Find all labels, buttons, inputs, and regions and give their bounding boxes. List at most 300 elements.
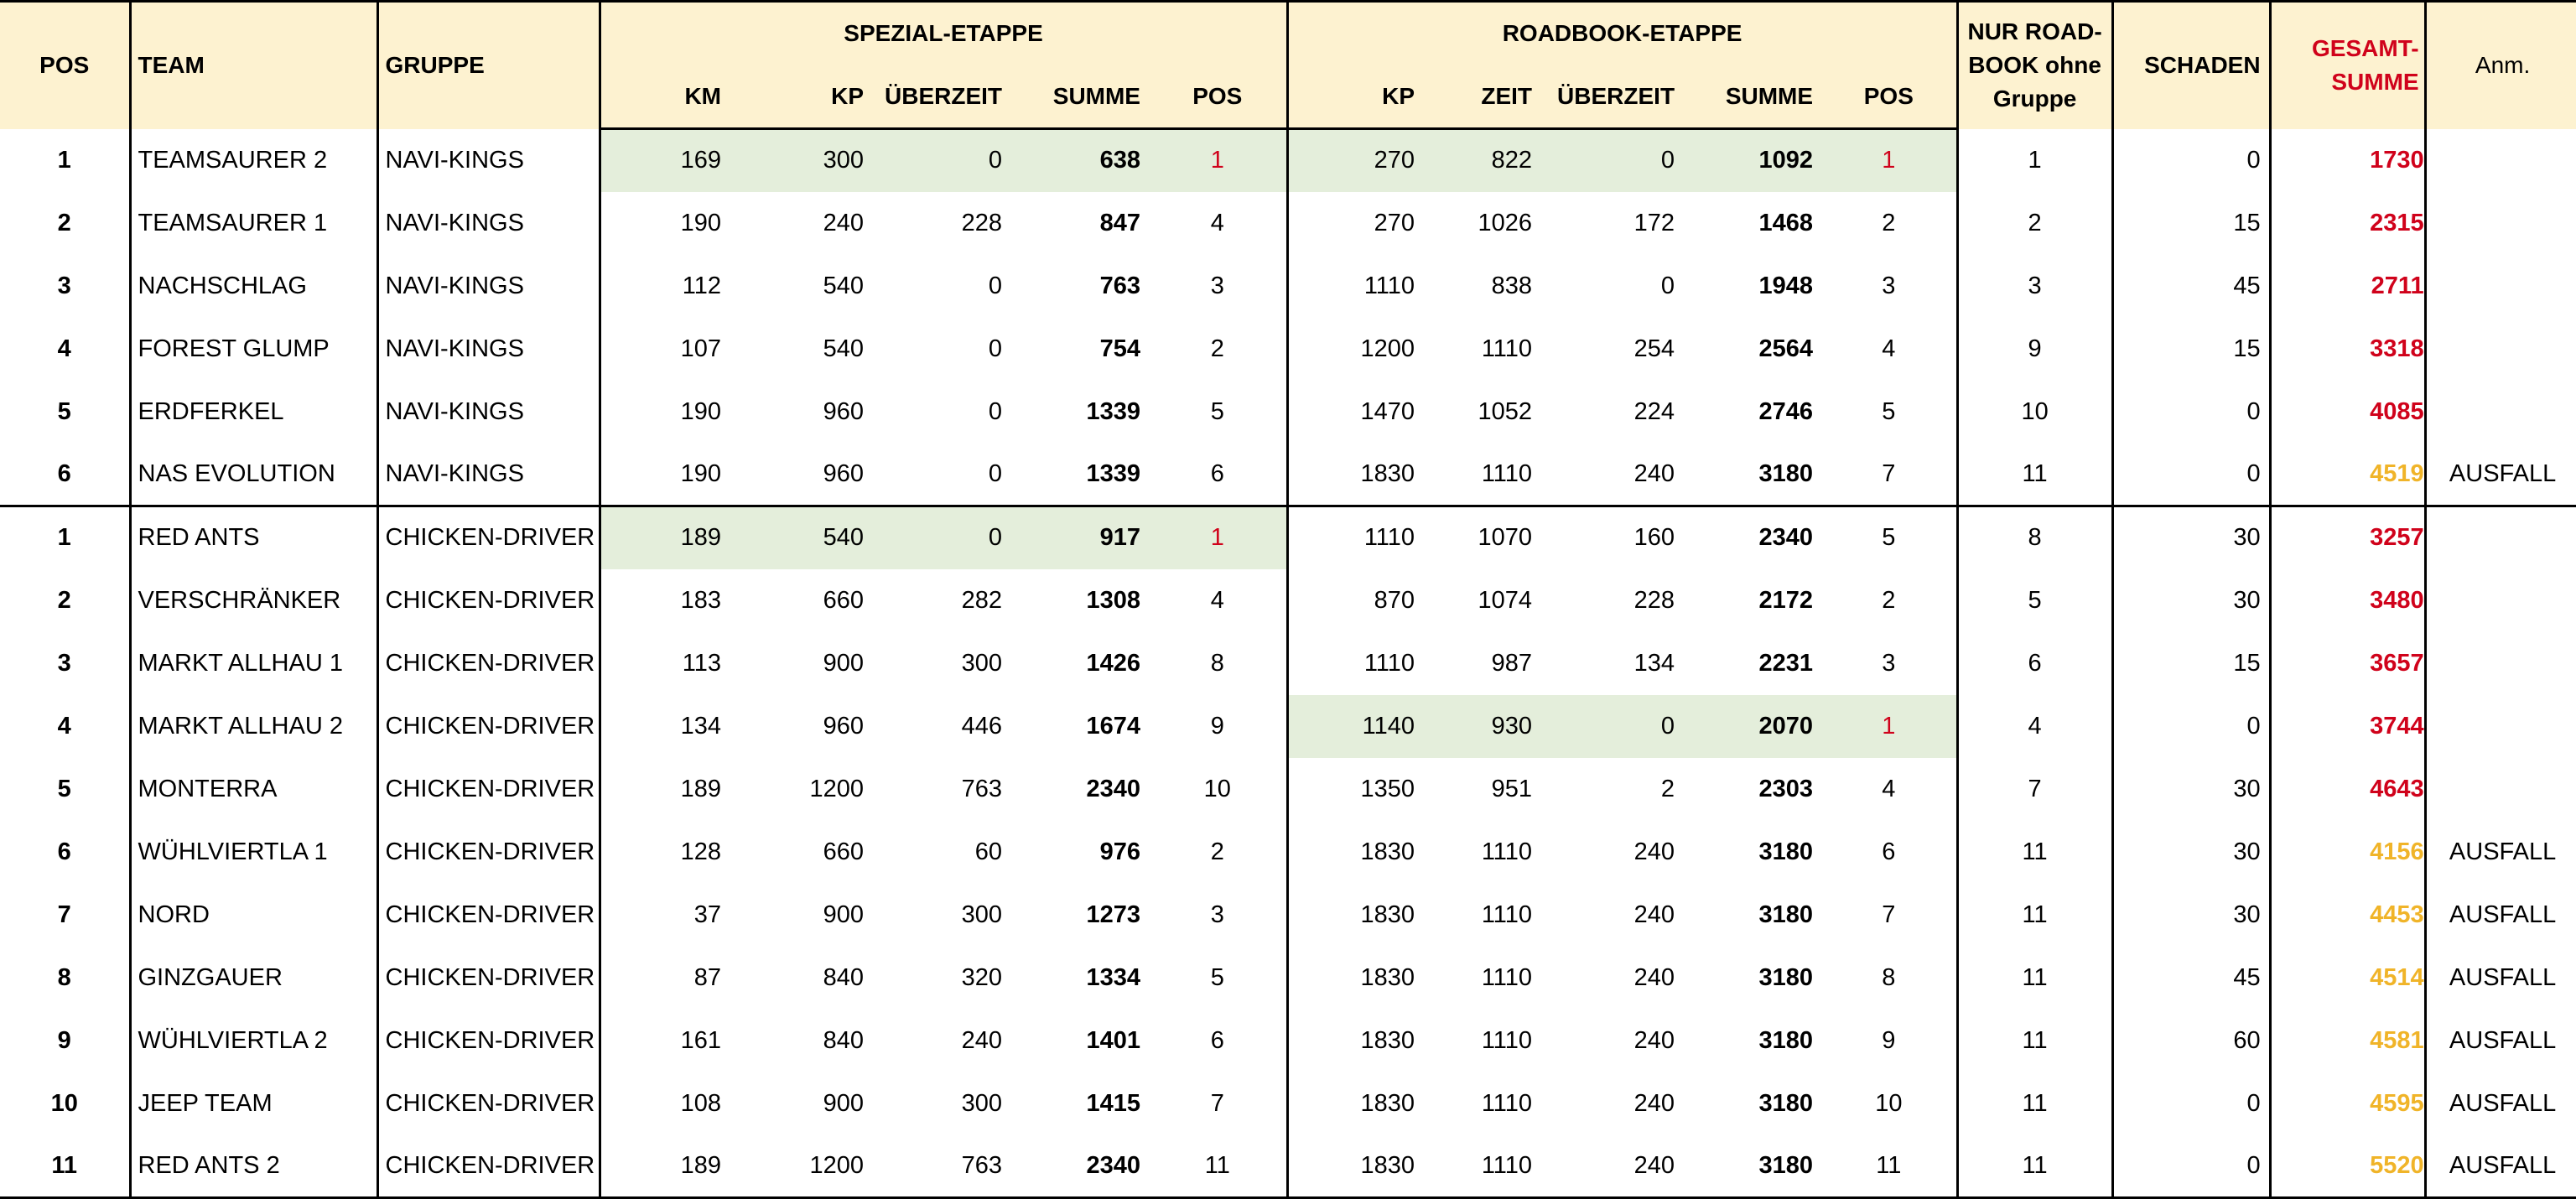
cell-rb-kp: 1200 xyxy=(1287,318,1423,381)
cell-rb-zeit: 1110 xyxy=(1481,901,1533,928)
cell-sp-ueberzeit: 228 xyxy=(961,209,1002,236)
cell-sp-kp: 240 xyxy=(823,209,864,236)
cell-rb-zeit: 1110 xyxy=(1481,1026,1533,1054)
cell-sp-ueberzeit: 763 xyxy=(872,1135,1010,1198)
cell-rb-ueberzeit: 240 xyxy=(1633,459,1675,487)
cell-rb-kp: 1830 xyxy=(1287,884,1423,947)
cell-schaden: 30 xyxy=(2112,506,2270,569)
cell-rb-pos: 6 xyxy=(1882,838,1896,865)
cell-sp-summe: 1426 xyxy=(1086,649,1140,677)
cell-gesamt-summe: 3318 xyxy=(2270,318,2425,381)
cell-rb-pos: 7 xyxy=(1882,901,1896,928)
cell-rb-ueberzeit: 134 xyxy=(1633,649,1675,677)
header-schaden: SCHADEN xyxy=(2112,2,2270,129)
header-gesamt-line1: GESAMT- xyxy=(2312,35,2419,62)
cell-gesamt-summe: 4085 xyxy=(2270,381,2425,444)
cell-anm xyxy=(2425,758,2576,821)
cell-rb-zeit: 930 xyxy=(1423,695,1540,758)
cell-sp-kp: 900 xyxy=(823,1089,864,1117)
cell-rb-zeit: 1110 xyxy=(1481,1089,1533,1117)
cell-rb-kp: 1350 xyxy=(1287,758,1423,821)
cell-sp-summe: 763 xyxy=(1099,272,1140,299)
cell-team: TEAMSAURER 1 xyxy=(130,192,377,255)
cell-sp-summe: 976 xyxy=(1099,838,1140,865)
cell-team: NORD xyxy=(130,884,377,947)
table-row xyxy=(0,318,2576,381)
cell-gesamt-summe: 3657 xyxy=(2270,632,2425,695)
cell-sp-ueberzeit: 300 xyxy=(961,901,1002,928)
cell-rb-pos: 10 xyxy=(1875,1089,1903,1117)
cell-schaden: 30 xyxy=(2112,758,2270,821)
cell-sp-km: 183 xyxy=(600,569,730,632)
cell-sp-kp: 960 xyxy=(823,397,864,425)
cell-nur-roadbook: 6 xyxy=(1957,632,2112,695)
cell-pos: 4 xyxy=(57,335,71,362)
cell-sp-ueberzeit: 0 xyxy=(988,272,1002,299)
cell-sp-summe: 754 xyxy=(1099,335,1140,362)
table-row xyxy=(0,129,2576,192)
cell-sp-ueberzeit: 0 xyxy=(988,335,1002,362)
header-roadbook-etappe: ROADBOOK-ETAPPE xyxy=(1287,2,1957,65)
cell-rb-kp: 1830 xyxy=(1287,1010,1423,1072)
cell-sp-summe: 638 xyxy=(1010,129,1149,192)
table-row xyxy=(0,569,2576,632)
cell-rb-pos: 1 xyxy=(1821,129,1957,192)
header-sp-kp: KP xyxy=(730,65,872,129)
cell-gesamt-summe: 2315 xyxy=(2270,192,2425,255)
cell-sp-ueberzeit: 446 xyxy=(961,712,1002,740)
cell-rb-kp: 270 xyxy=(1287,192,1423,255)
cell-team: FOREST GLUMP xyxy=(130,318,377,381)
cell-pos: 5 xyxy=(57,397,71,425)
cell-rb-kp: 1830 xyxy=(1287,444,1423,506)
cell-rb-ueberzeit: 0 xyxy=(1660,272,1675,299)
cell-gesamt-summe: 3480 xyxy=(2270,569,2425,632)
table-row xyxy=(0,255,2576,318)
cell-rb-zeit: 1110 xyxy=(1481,838,1533,865)
cell-schaden: 0 xyxy=(2112,129,2270,192)
cell-rb-pos: 5 xyxy=(1821,506,1957,569)
table-row xyxy=(0,1010,2576,1072)
cell-rb-zeit: 951 xyxy=(1491,775,1533,802)
cell-anm: AUSFALL xyxy=(2425,444,2576,506)
cell-rb-summe: 2231 xyxy=(1758,649,1814,677)
cell-pos: 1 xyxy=(57,146,71,174)
cell-gruppe: NAVI-KINGS xyxy=(377,192,600,255)
cell-sp-pos: 4 xyxy=(1210,209,1224,236)
cell-rb-ueberzeit: 228 xyxy=(1633,586,1675,614)
cell-rb-kp: 1110 xyxy=(1287,632,1423,695)
cell-anm: AUSFALL xyxy=(2425,947,2576,1010)
cell-team: NAS EVOLUTION xyxy=(130,444,377,506)
cell-sp-pos: 5 xyxy=(1210,397,1224,425)
cell-sp-km: 161 xyxy=(600,1010,730,1072)
cell-pos: 3 xyxy=(57,649,71,677)
cell-sp-km: 189 xyxy=(600,758,730,821)
cell-anm xyxy=(2425,506,2576,569)
cell-rb-summe: 3180 xyxy=(1758,459,1814,487)
table-row xyxy=(0,192,2576,255)
cell-nur-roadbook: 11 xyxy=(1957,444,2112,506)
cell-gruppe: CHICKEN-DRIVER xyxy=(377,569,600,632)
cell-pos: 3 xyxy=(57,272,71,299)
header-gesamt-line2: SUMME xyxy=(2331,69,2419,96)
cell-schaden: 15 xyxy=(2112,192,2270,255)
cell-team: WÜHLVIERTLA 2 xyxy=(130,1010,377,1072)
cell-gruppe: CHICKEN-DRIVER xyxy=(377,884,600,947)
cell-gesamt-summe: 4514 xyxy=(2270,947,2425,1010)
cell-sp-pos: 2 xyxy=(1210,335,1224,362)
cell-rb-ueberzeit: 0 xyxy=(1540,129,1683,192)
cell-sp-kp: 840 xyxy=(823,963,864,991)
cell-sp-kp: 540 xyxy=(730,506,872,569)
cell-sp-ueberzeit: 300 xyxy=(961,649,1002,677)
cell-rb-zeit: 1074 xyxy=(1478,586,1533,614)
cell-anm: AUSFALL xyxy=(2425,1072,2576,1135)
cell-sp-ueberzeit: 0 xyxy=(988,459,1002,487)
cell-rb-summe: 2746 xyxy=(1758,397,1814,425)
table-row xyxy=(0,381,2576,444)
cell-anm xyxy=(2425,318,2576,381)
cell-pos: 7 xyxy=(57,901,71,928)
cell-team: WÜHLVIERTLA 1 xyxy=(130,821,377,884)
cell-sp-km: 190 xyxy=(600,444,730,506)
cell-nur-roadbook: 10 xyxy=(1957,381,2112,444)
cell-gesamt-summe: 4581 xyxy=(2270,1010,2425,1072)
cell-sp-kp: 660 xyxy=(823,838,864,865)
cell-rb-zeit: 987 xyxy=(1491,649,1533,677)
table-row xyxy=(0,444,2576,506)
cell-schaden: 15 xyxy=(2112,318,2270,381)
cell-gruppe: NAVI-KINGS xyxy=(377,129,600,192)
cell-sp-pos: 9 xyxy=(1210,712,1224,740)
cell-sp-km: 190 xyxy=(600,381,730,444)
cell-rb-pos: 2 xyxy=(1882,586,1896,614)
cell-rb-zeit: 1110 xyxy=(1423,1135,1540,1198)
cell-sp-summe: 1415 xyxy=(1086,1089,1140,1117)
cell-sp-km: 87 xyxy=(600,947,730,1010)
cell-anm: AUSFALL xyxy=(2425,1135,2576,1198)
cell-anm: AUSFALL xyxy=(2425,884,2576,947)
cell-team: RED ANTS 2 xyxy=(130,1135,377,1198)
cell-sp-kp: 660 xyxy=(823,586,864,614)
cell-schaden: 45 xyxy=(2112,947,2270,1010)
cell-nur-roadbook: 1 xyxy=(1957,129,2112,192)
cell-anm xyxy=(2425,255,2576,318)
cell-rb-kp: 1110 xyxy=(1287,255,1423,318)
cell-sp-pos: 6 xyxy=(1210,1026,1224,1054)
header-rb-kp: KP xyxy=(1287,65,1423,129)
table-row xyxy=(0,1072,2576,1135)
cell-team: JEEP TEAM xyxy=(130,1072,377,1135)
cell-anm: AUSFALL xyxy=(2425,821,2576,884)
cell-pos: 2 xyxy=(57,586,71,614)
cell-pos: 4 xyxy=(57,712,71,740)
cell-gesamt-summe: 4595 xyxy=(2270,1072,2425,1135)
cell-rb-pos: 3 xyxy=(1882,649,1896,677)
cell-rb-summe: 2303 xyxy=(1758,775,1814,802)
cell-sp-km: 169 xyxy=(600,129,730,192)
cell-rb-summe: 3180 xyxy=(1758,901,1814,928)
cell-sp-pos: 10 xyxy=(1203,775,1231,802)
cell-rb-summe: 3180 xyxy=(1758,1026,1814,1054)
cell-rb-zeit: 1070 xyxy=(1423,506,1540,569)
cell-anm xyxy=(2425,569,2576,632)
cell-sp-pos: 1 xyxy=(1149,506,1287,569)
cell-schaden: 45 xyxy=(2112,255,2270,318)
cell-schaden: 0 xyxy=(2112,444,2270,506)
cell-rb-summe: 1092 xyxy=(1683,129,1821,192)
cell-sp-ueberzeit: 0 xyxy=(988,397,1002,425)
cell-rb-summe: 1468 xyxy=(1758,209,1814,236)
cell-rb-summe: 2340 xyxy=(1683,506,1821,569)
header-sp-summe: SUMME xyxy=(1010,65,1149,129)
cell-rb-pos: 11 xyxy=(1821,1135,1957,1198)
cell-rb-pos: 5 xyxy=(1882,397,1896,425)
cell-rb-ueberzeit: 240 xyxy=(1633,1089,1675,1117)
cell-anm xyxy=(2425,632,2576,695)
cell-rb-summe: 1948 xyxy=(1758,272,1814,299)
cell-sp-summe: 1339 xyxy=(1086,459,1140,487)
cell-sp-ueberzeit: 282 xyxy=(961,586,1002,614)
cell-sp-km: 107 xyxy=(600,318,730,381)
cell-team: MARKT ALLHAU 1 xyxy=(130,632,377,695)
cell-gruppe: CHICKEN-DRIVER xyxy=(377,506,600,569)
cell-pos: 1 xyxy=(0,506,130,569)
cell-sp-ueberzeit: 0 xyxy=(872,506,1010,569)
cell-gruppe: NAVI-KINGS xyxy=(377,318,600,381)
cell-pos: 11 xyxy=(0,1135,130,1198)
cell-rb-kp: 1830 xyxy=(1287,1072,1423,1135)
cell-rb-pos: 7 xyxy=(1882,459,1896,487)
header-gesamt-summe xyxy=(2270,2,2425,129)
cell-rb-summe: 2070 xyxy=(1683,695,1821,758)
cell-team: TEAMSAURER 2 xyxy=(130,129,377,192)
cell-rb-zeit: 1026 xyxy=(1478,209,1533,236)
cell-sp-km: 190 xyxy=(600,192,730,255)
cell-team: NACHSCHLAG xyxy=(130,255,377,318)
cell-sp-ueberzeit: 240 xyxy=(961,1026,1002,1054)
cell-nur-roadbook: 11 xyxy=(1957,821,2112,884)
cell-rb-kp: 1140 xyxy=(1287,695,1423,758)
cell-rb-zeit: 822 xyxy=(1423,129,1540,192)
cell-nur-roadbook: 9 xyxy=(1957,318,2112,381)
cell-team: ERDFERKEL xyxy=(130,381,377,444)
cell-rb-ueberzeit: 240 xyxy=(1633,1026,1675,1054)
cell-sp-km: 134 xyxy=(600,695,730,758)
cell-nur-roadbook: 2 xyxy=(1957,192,2112,255)
cell-rb-pos: 2 xyxy=(1882,209,1896,236)
cell-gesamt-summe: 3257 xyxy=(2270,506,2425,569)
cell-rb-summe: 3180 xyxy=(1683,1135,1821,1198)
cell-gesamt-summe: 4643 xyxy=(2270,758,2425,821)
cell-schaden: 0 xyxy=(2112,1072,2270,1135)
cell-team: RED ANTS xyxy=(130,506,377,569)
cell-sp-kp: 1200 xyxy=(730,1135,872,1198)
cell-rb-kp: 1830 xyxy=(1287,821,1423,884)
cell-rb-pos: 4 xyxy=(1882,775,1896,802)
cell-rb-ueberzeit: 172 xyxy=(1633,209,1675,236)
cell-sp-pos: 6 xyxy=(1210,459,1224,487)
cell-sp-ueberzeit: 763 xyxy=(961,775,1002,802)
header-rb-summe: SUMME xyxy=(1683,65,1821,129)
cell-rb-ueberzeit: 254 xyxy=(1633,335,1675,362)
cell-rb-summe: 3180 xyxy=(1758,1089,1814,1117)
cell-sp-pos: 4 xyxy=(1210,586,1224,614)
cell-rb-ueberzeit: 160 xyxy=(1540,506,1683,569)
header-nur-roadbook-line3: Gruppe xyxy=(1992,86,2077,112)
cell-schaden: 60 xyxy=(2112,1010,2270,1072)
cell-rb-ueberzeit: 240 xyxy=(1633,901,1675,928)
cell-sp-km: 37 xyxy=(600,884,730,947)
cell-rb-ueberzeit: 240 xyxy=(1633,838,1675,865)
cell-nur-roadbook: 5 xyxy=(1957,569,2112,632)
cell-sp-summe: 1308 xyxy=(1086,586,1140,614)
cell-schaden: 0 xyxy=(2112,1135,2270,1198)
cell-rb-zeit: 1110 xyxy=(1481,963,1533,991)
cell-rb-summe: 3180 xyxy=(1758,838,1814,865)
cell-sp-km: 128 xyxy=(600,821,730,884)
cell-team: MONTERRA xyxy=(130,758,377,821)
cell-sp-kp: 840 xyxy=(823,1026,864,1054)
cell-gesamt-summe: 4519 xyxy=(2270,444,2425,506)
cell-nur-roadbook: 11 xyxy=(1957,947,2112,1010)
cell-gesamt-summe: 1730 xyxy=(2270,129,2425,192)
cell-sp-kp: 540 xyxy=(823,272,864,299)
cell-sp-summe: 2340 xyxy=(1010,1135,1149,1198)
cell-pos: 2 xyxy=(57,209,71,236)
header-rb-zeit: ZEIT xyxy=(1423,65,1540,129)
cell-pos: 5 xyxy=(57,775,71,802)
header-nur-roadbook-line1: NUR ROAD- xyxy=(1967,18,2102,45)
cell-rb-zeit: 1052 xyxy=(1478,397,1533,425)
cell-sp-km: 112 xyxy=(600,255,730,318)
cell-pos: 6 xyxy=(57,838,71,865)
cell-gruppe: NAVI-KINGS xyxy=(377,444,600,506)
table-row xyxy=(0,758,2576,821)
header-nur-roadbook-line2: BOOK ohne xyxy=(1968,52,2101,79)
header-pos: POS xyxy=(0,2,130,129)
cell-gesamt-summe: 3744 xyxy=(2270,695,2425,758)
cell-nur-roadbook: 11 xyxy=(1957,1135,2112,1198)
cell-rb-pos: 8 xyxy=(1882,963,1896,991)
cell-nur-roadbook: 3 xyxy=(1957,255,2112,318)
cell-gruppe: CHICKEN-DRIVER xyxy=(377,632,600,695)
cell-gesamt-summe: 5520 xyxy=(2270,1135,2425,1198)
cell-pos: 10 xyxy=(50,1089,78,1117)
cell-sp-kp: 960 xyxy=(823,459,864,487)
table-row xyxy=(0,821,2576,884)
cell-gesamt-summe: 4453 xyxy=(2270,884,2425,947)
cell-rb-pos: 1 xyxy=(1821,695,1957,758)
header-anm: Anm. xyxy=(2425,2,2576,129)
cell-rb-zeit: 838 xyxy=(1491,272,1533,299)
cell-sp-summe: 1273 xyxy=(1086,901,1140,928)
cell-rb-kp: 1830 xyxy=(1287,1135,1423,1198)
header-rb-pos: POS xyxy=(1821,65,1957,129)
cell-rb-ueberzeit: 2 xyxy=(1660,775,1675,802)
cell-sp-summe: 2340 xyxy=(1086,775,1140,802)
cell-sp-pos: 1 xyxy=(1149,129,1287,192)
cell-schaden: 30 xyxy=(2112,569,2270,632)
table-row xyxy=(0,884,2576,947)
cell-sp-km: 189 xyxy=(600,1135,730,1198)
cell-sp-kp: 540 xyxy=(823,335,864,362)
cell-rb-zeit: 1110 xyxy=(1481,335,1533,362)
cell-gruppe: NAVI-KINGS xyxy=(377,255,600,318)
cell-schaden: 0 xyxy=(2112,695,2270,758)
cell-anm xyxy=(2425,695,2576,758)
cell-sp-ueberzeit: 0 xyxy=(872,129,1010,192)
cell-sp-summe: 1339 xyxy=(1086,397,1140,425)
table-row xyxy=(0,632,2576,695)
cell-schaden: 30 xyxy=(2112,884,2270,947)
cell-rb-pos: 4 xyxy=(1882,335,1896,362)
cell-pos: 6 xyxy=(57,459,71,487)
cell-sp-kp: 1200 xyxy=(809,775,864,802)
cell-nur-roadbook: 11 xyxy=(1957,1010,2112,1072)
cell-pos: 8 xyxy=(57,963,71,991)
cell-nur-roadbook: 11 xyxy=(1957,884,2112,947)
header-sp-km: KM xyxy=(600,65,730,129)
cell-sp-km: 113 xyxy=(600,632,730,695)
cell-gruppe: CHICKEN-DRIVER xyxy=(377,758,600,821)
cell-sp-pos: 3 xyxy=(1210,272,1224,299)
header-sp-ueberzeit: ÜBERZEIT xyxy=(872,65,1010,129)
cell-rb-summe: 3180 xyxy=(1758,963,1814,991)
cell-nur-roadbook: 7 xyxy=(1957,758,2112,821)
cell-sp-pos: 11 xyxy=(1149,1135,1287,1198)
cell-gesamt-summe: 4156 xyxy=(2270,821,2425,884)
cell-sp-summe: 917 xyxy=(1010,506,1149,569)
cell-rb-pos: 9 xyxy=(1882,1026,1896,1054)
cell-gruppe: NAVI-KINGS xyxy=(377,381,600,444)
cell-team: VERSCHRÄNKER xyxy=(130,569,377,632)
cell-anm xyxy=(2425,381,2576,444)
results-body xyxy=(0,129,2576,1198)
cell-rb-ueberzeit: 0 xyxy=(1540,695,1683,758)
cell-sp-kp: 900 xyxy=(823,649,864,677)
cell-rb-ueberzeit: 240 xyxy=(1633,963,1675,991)
cell-rb-ueberzeit: 240 xyxy=(1540,1135,1683,1198)
cell-gesamt-summe: 2711 xyxy=(2270,255,2425,318)
cell-gruppe: CHICKEN-DRIVER xyxy=(377,821,600,884)
cell-sp-pos: 5 xyxy=(1210,963,1224,991)
cell-sp-ueberzeit: 300 xyxy=(961,1089,1002,1117)
cell-sp-kp: 900 xyxy=(823,901,864,928)
cell-gruppe: CHICKEN-DRIVER xyxy=(377,1010,600,1072)
header-nur-roadbook xyxy=(1957,2,2112,129)
cell-team: MARKT ALLHAU 2 xyxy=(130,695,377,758)
cell-rb-kp: 870 xyxy=(1287,569,1423,632)
cell-anm xyxy=(2425,192,2576,255)
cell-sp-kp: 960 xyxy=(823,712,864,740)
cell-nur-roadbook: 4 xyxy=(1957,695,2112,758)
table-row xyxy=(0,1135,2576,1198)
cell-rb-ueberzeit: 224 xyxy=(1633,397,1675,425)
cell-sp-pos: 3 xyxy=(1210,901,1224,928)
cell-sp-kp: 300 xyxy=(730,129,872,192)
cell-sp-summe: 847 xyxy=(1099,209,1140,236)
cell-sp-km: 108 xyxy=(600,1072,730,1135)
cell-rb-kp: 270 xyxy=(1287,129,1423,192)
header-sp-pos: POS xyxy=(1149,65,1287,129)
cell-sp-summe: 1334 xyxy=(1086,963,1140,991)
cell-sp-summe: 1401 xyxy=(1086,1026,1140,1054)
cell-schaden: 30 xyxy=(2112,821,2270,884)
header-gruppe: GRUPPE xyxy=(377,2,600,129)
header-spezial-etappe: SPEZIAL-ETAPPE xyxy=(600,2,1287,65)
